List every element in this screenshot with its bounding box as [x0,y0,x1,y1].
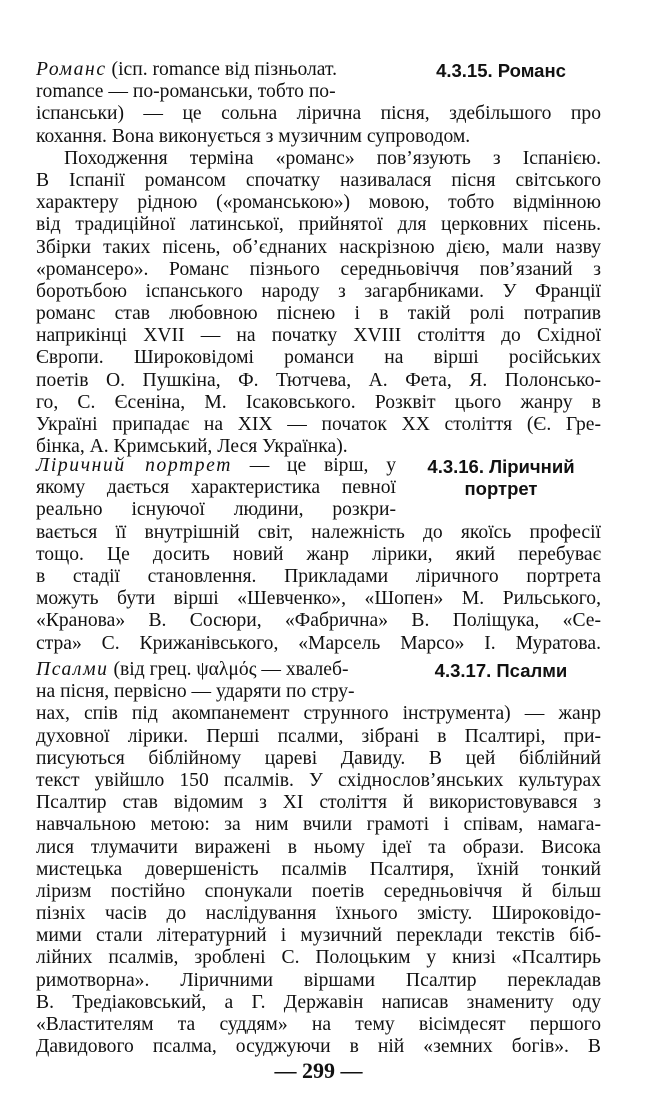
wrap-line: на пісня, первісно — ударяти по стру- [36,681,355,703]
term-name: Псалми [36,659,109,680]
wrap-line: romance — по-романськи, тобто по- [36,81,336,103]
body-line: наприкінці XVII — на початку XVIII століття до Східної [36,325,601,347]
body-line: від традиційної латинської, прийнятої для церковних пісень. [36,214,601,236]
wrap-line [36,59,396,81]
body-line: кохання. Вона виконується з музичним супроводом. [36,125,471,147]
wrap-line-text: — це вірш, у [231,455,396,476]
body-line: характеру рідною («романською») мовою, тобто відмінною [36,192,601,214]
wrap-line [36,455,396,477]
body-line: римотворна». Ліричними віршами Псалтир перекладав [36,969,601,991]
body-line: «Властителям та суддям» на тему вісімдесят першого [36,1014,601,1035]
section-heading [401,60,601,82]
heading-line: 4.3.17. Псалми [434,660,568,681]
book-page [36,0,601,1110]
term-name: Романс [36,59,107,80]
term-name: Ліричний портрет [36,455,232,476]
body-line: мистецька довершеність псалмів Псалтиря, їхній тонкий [36,858,601,880]
section-romans [36,59,601,458]
body-line: боротьбою іспанського народу з загарбниками. У Франції [36,280,601,302]
body-line: ліризм постійно спонукали поетів середньовіччя й більш [36,880,601,902]
section-lyric-portrait [36,455,601,655]
body-line: лійних псалмів, зроблені С. Полоцьким у книзі «Псалтирь [36,947,601,969]
body-line: Давидового псалма, осуджуючи в ній «земних богів». В [36,1036,601,1058]
body-line: пізніх часів до наслідування їхнього змісту. Широковідо- [36,903,601,925]
paragraph-first-line: Походження терміна «романс» пов’язують з Іспанією. [64,147,601,169]
wrap-line-text: (від грец. ψαλμός — хвалеб- [108,659,349,680]
body-line: в стадії становлення. Прикладами ліричного портрета [36,565,601,587]
body-line: В Іспанії романсом спочатку називалася пісня світського [36,169,601,191]
body-line: нах, спів під акомпанемент струнного інструмента) — жанр [36,703,601,725]
body-line: Україні припадає на XIX — початок XX століття (Є. Гре- [36,414,601,435]
heading-line: портрет [464,478,538,500]
body-line: лися тлумачити вираженi в ньому ідеї та образи. Висока [36,836,601,858]
body-line: іспанськи) — це сольна лірична пісня, здебільшого про [36,103,601,125]
body-line: навчальною метою: за ним вчили грамоті і співам, намага- [36,814,601,836]
wrap-line: реально існуючої людини, розкри- [36,499,396,521]
wrap-line-text: (ісп. romance від пізньолат. [106,59,337,80]
page-number: — 299 — [274,1058,363,1083]
heading-line: 4.3.16. Ліричний [427,456,575,477]
wrap-line: якому дається характеристика певної [36,477,396,499]
body-line: Псалтир став відомим з XI століття й використовувався з [36,792,601,814]
body-line: тощо. Це досить новий жанр лірики, який перебуває [36,543,601,565]
body-line: мими стали літературний і музичний переклади текстів біб- [36,925,601,947]
section-heading [401,456,601,500]
body-line: романс став любовною піснею і в такій ролі потрапив [36,303,601,325]
body-line: вається її внутрішній світ, належність до якоїсь професії [36,521,601,543]
body-line: поетів О. Пушкіна, Ф. Тютчева, А. Фета, Я. Полонсько- [36,369,601,391]
body-line: «Кранова» В. Сосюри, «Фабрична» В. Поліщука, «Се- [36,610,601,632]
wrap-line [36,659,396,681]
section-psalms [36,659,601,1058]
body-line: го, С. Єсеніна, М. Ісаковського. Розквіт цього жанру в [36,391,601,413]
body-line: писуються біблійному цареві Давиду. В цей біблійний [36,747,601,769]
body-line: текст увійшло 150 псалмів. У східнослов’янських культурах [36,769,601,791]
body-line: бінка, А. Кримський, Леся Українка). [36,436,348,458]
body-line: «романсеро». Романс пізнього середньовіччя пов’язаний з [36,258,601,280]
body-line: Європи. Широковідомі романси на вірші російських [36,347,601,369]
section-heading [401,660,601,682]
body-line: можуть бути вірші «Шевченко», «Шопен» М. Рильського, [36,588,601,610]
body-line: духовної лірики. Перші псалми, зібрані в Псалтирі, при- [36,725,601,747]
body-line: В. Тредіаковський, а Г. Державін написав знамениту оду [36,991,601,1013]
body-line: Збірки таких пісень, об’єднаних наскрізною дією, мали назву [36,236,601,258]
heading-line: 4.3.15. Романс [436,60,566,81]
body-line: стра» С. Крижанівського, «Марсель Марсо» І. Муратова. [36,632,601,654]
